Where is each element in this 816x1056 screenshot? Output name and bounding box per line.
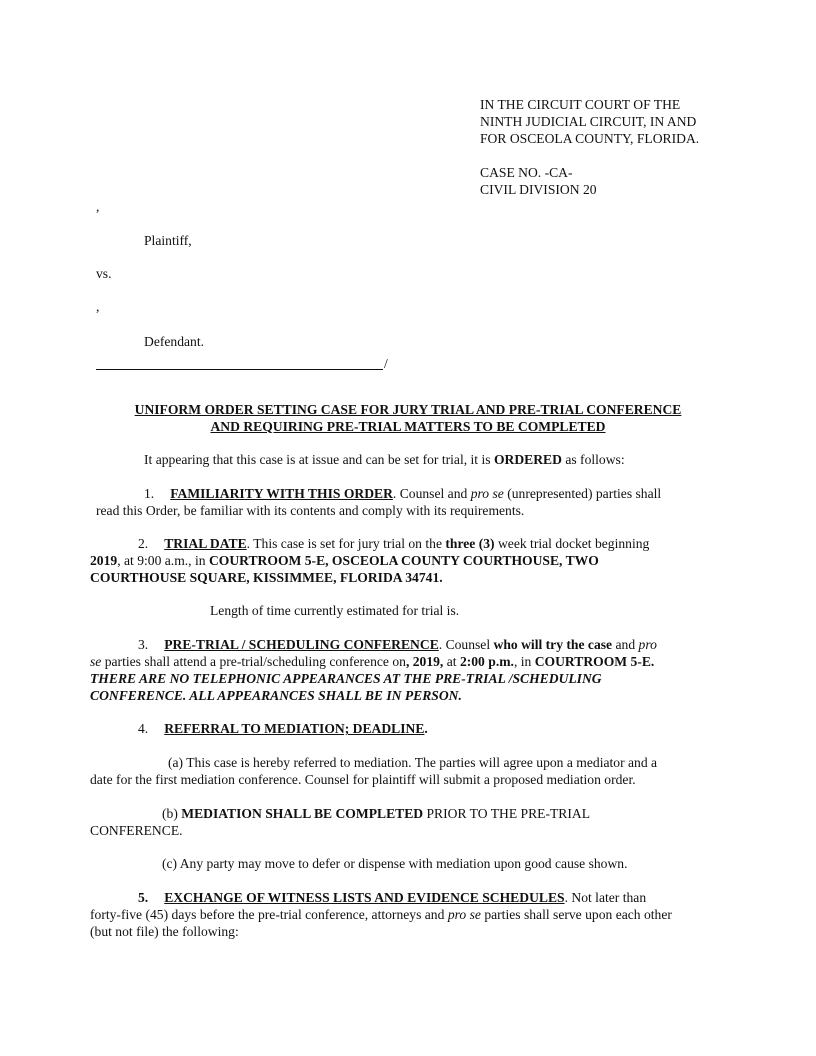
caption-rule-slash: / xyxy=(384,356,388,371)
case-number: CASE NO. -CA- xyxy=(480,165,573,180)
section-3-line1: 3. PRE-TRIAL / SCHEDULING CONFERENCE. Counsel who will try the case and pro xyxy=(138,637,657,652)
section-1-number: 1. xyxy=(144,486,155,501)
section-5-heading: EXCHANGE OF WITNESS LISTS AND EVIDENCE SCHEDULES xyxy=(164,890,565,905)
court-name-line1: IN THE CIRCUIT COURT OF THE xyxy=(480,97,681,112)
section-4a-line1: (a) This case is hereby referred to mediation. The parties will agree upon a mediator and a xyxy=(168,755,658,770)
section-2-line3: COURTHOUSE SQUARE, KISSIMMEE, FLORIDA 34741. xyxy=(90,570,443,585)
order-title-line2: AND REQUIRING PRE-TRIAL MATTERS TO BE COMPLETED xyxy=(210,419,606,434)
defendant-label: Defendant. xyxy=(144,334,205,349)
section-4b-line1: (b) MEDIATION SHALL BE COMPLETED PRIOR TO THE PRE-TRIAL xyxy=(162,806,591,821)
section-4a-line2: date for the first mediation conference. Counsel for plaintiff will submit a proposed mediation order. xyxy=(90,772,636,787)
defendant-name-blank: , xyxy=(96,299,100,314)
section-4-line1: 4. REFERRAL TO MEDIATION; DEADLINE. xyxy=(138,721,428,736)
ordered-bold: ORDERED xyxy=(493,452,562,467)
caption-rule xyxy=(96,369,383,370)
court-name-line2: NINTH JUDICIAL CIRCUIT, IN AND xyxy=(480,114,697,129)
section-3-line2: se parties shall attend a pre-trial/scheduling conference on, 2019, at 2:00 p.m., in COURTROOM 5-E. xyxy=(90,654,655,669)
section-5-line1: 5. EXCHANGE OF WITNESS LISTS AND EVIDENCE SCHEDULES. Not later than xyxy=(138,890,647,905)
section-2-line1: 2. TRIAL DATE. This case is set for jury trial on the three (3) week trial docket beginning xyxy=(138,536,650,551)
section-1-line2: read this Order, be familiar with its contents and comply with its requirements. xyxy=(96,503,525,518)
section-4c-line: (c) Any party may move to defer or dispense with mediation upon good cause shown. xyxy=(162,856,628,871)
versus-label: vs. xyxy=(96,266,112,281)
section-5-number: 5. xyxy=(138,890,149,905)
intro-paragraph: It appearing that this case is at issue and can be set for trial, it is ORDERED as follows: xyxy=(144,452,625,467)
section-2-heading: TRIAL DATE xyxy=(164,536,247,551)
section-3-number: 3. xyxy=(138,637,149,652)
section-5-line3: (but not file) the following: xyxy=(90,924,239,939)
section-3-heading: PRE-TRIAL / SCHEDULING CONFERENCE xyxy=(164,637,439,652)
section-1-heading: FAMILIARITY WITH THIS ORDER xyxy=(170,486,393,501)
section-1-line1: 1. FAMILIARITY WITH THIS ORDER. Counsel and pro se (unrepresented) parties shall xyxy=(144,486,662,501)
trial-length-estimate: Length of time currently estimated for trial is. xyxy=(210,603,460,618)
court-name-line3: FOR OSCEOLA COUNTY, FLORIDA. xyxy=(480,131,700,146)
section-4b-line2: CONFERENCE. xyxy=(90,823,183,838)
section-2-line2: 2019, at 9:00 a.m., in COURTROOM 5-E, OSCEOLA COUNTY COURTHOUSE, TWO xyxy=(90,553,599,568)
section-4-number: 4. xyxy=(138,721,149,736)
section-3-line4: CONFERENCE. ALL APPEARANCES SHALL BE IN PERSON. xyxy=(90,688,462,703)
civil-division: CIVIL DIVISION 20 xyxy=(480,182,597,197)
section-3-line3: THERE ARE NO TELEPHONIC APPEARANCES AT THE PRE-TRIAL /SCHEDULING xyxy=(90,671,602,686)
section-4-heading: REFERRAL TO MEDIATION; DEADLINE xyxy=(164,721,425,736)
section-2-number: 2. xyxy=(138,536,149,551)
plaintiff-name-blank: , xyxy=(96,199,100,214)
section-5-line2: forty-five (45) days before the pre-trial conference, attorneys and pro se parties shall serve upon each other xyxy=(90,907,672,922)
order-title-line1: UNIFORM ORDER SETTING CASE FOR JURY TRIAL AND PRE-TRIAL CONFERENCE xyxy=(134,402,682,417)
plaintiff-label: Plaintiff, xyxy=(144,233,192,248)
